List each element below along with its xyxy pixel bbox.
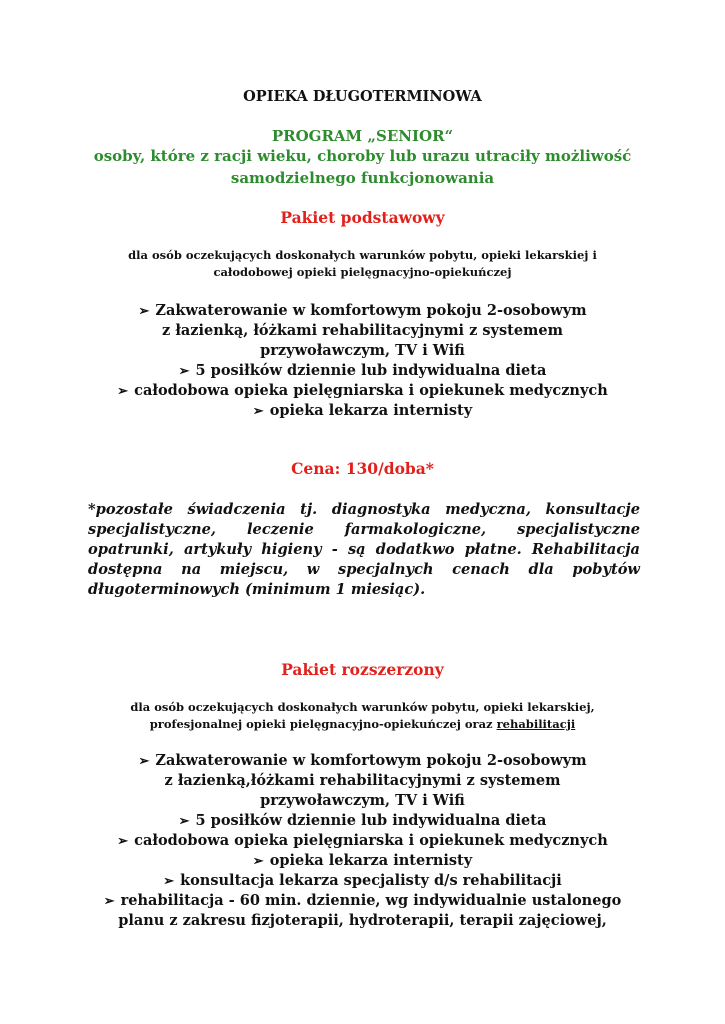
program-description-cont: samodzielnego funkcjonowania — [230, 169, 495, 187]
arrow-bullet-icon: ➢ — [103, 894, 115, 909]
list-item-cont: przywoławczym, TV i Wifi — [260, 792, 465, 809]
price-footnote: *pozostałe świadczenia tj. diagnostyka medyczna, konsultacje specjalistyczne, leczenie farmakologiczne, specjalistyczne opatrunki, artykuły higieny - są dodatkwo płatne. Rehabilitacja dostępna na miejscu, w specjalnych cenach dla pobytów długoterminowych (minimum 1 miesiąc). — [88, 501, 640, 598]
extended-package-intro: dla osób oczekujących doskonałych warunków pobytu, opieki lekarskiej, — [130, 700, 595, 714]
list-item-cont: z łazienką, łóżkami rehabilitacyjnymi z systemem — [162, 322, 563, 339]
list-item-cont: planu z zakresu fizjoterapii, hydroterapii, terapii zajęciowej, — [118, 912, 607, 929]
list-item: ➢ Zakwaterowanie w komfortowym pokoju 2-osobowym — [138, 752, 587, 769]
arrow-bullet-icon: ➢ — [178, 364, 190, 379]
arrow-bullet-icon: ➢ — [138, 754, 150, 769]
list-item: ➢ 5 posiłków dziennie lub indywidualna dieta — [178, 812, 547, 829]
arrow-bullet-icon: ➢ — [178, 814, 190, 829]
list-item: ➢ całodobowa opieka pielęgniarska i opiekunek medycznych — [117, 382, 608, 399]
list-item: ➢ opieka lekarza internisty — [252, 852, 473, 869]
basic-package-intro-cont: całodobowej opieki pielęgnacyjno-opiekuńczej — [213, 265, 512, 279]
document-title: OPIEKA DŁUGOTERMINOWA — [243, 88, 482, 105]
arrow-bullet-icon: ➢ — [138, 304, 150, 319]
extended-package-heading: Pakiet rozszerzony — [281, 660, 444, 679]
rehabilitation-link-text: rehabilitacji — [496, 717, 576, 731]
list-item: ➢ całodobowa opieka pielęgniarska i opiekunek medycznych — [117, 832, 608, 849]
list-item: ➢ rehabilitacja - 60 min. dziennie, wg indywidualnie ustalonego — [103, 892, 622, 909]
arrow-bullet-icon: ➢ — [252, 404, 264, 419]
program-name: PROGRAM „SENIOR“ — [271, 127, 454, 145]
list-item: ➢ 5 posiłków dziennie lub indywidualna dieta — [178, 362, 547, 379]
arrow-bullet-icon: ➢ — [163, 874, 175, 889]
arrow-bullet-icon: ➢ — [117, 384, 129, 399]
arrow-bullet-icon: ➢ — [117, 834, 129, 849]
basic-package-heading: Pakiet podstawowy — [280, 208, 445, 227]
list-item-cont: z łazienką,łóżkami rehabilitacyjnymi z systemem — [164, 772, 561, 789]
list-item: ➢ opieka lekarza internisty — [252, 402, 473, 419]
list-item: ➢ Zakwaterowanie w komfortowym pokoju 2-osobowym — [138, 302, 587, 319]
list-item: ➢ konsultacja lekarza specjalisty d/s rehabilitacji — [163, 872, 562, 889]
extended-package-intro-cont: profesjonalnej opieki pielęgnacyjno-opiekuńczej oraz rehabilitacji — [149, 717, 576, 731]
basic-package-intro: dla osób oczekujących doskonałych warunków pobytu, opieki lekarskiej i — [128, 248, 597, 262]
list-item-cont: przywoławczym, TV i Wifi — [260, 342, 465, 359]
price-label: Cena: 130/doba* — [291, 459, 434, 478]
arrow-bullet-icon: ➢ — [252, 854, 264, 869]
program-description: osoby, które z racji wieku, choroby lub urazu utraciły możliwość — [93, 147, 632, 165]
